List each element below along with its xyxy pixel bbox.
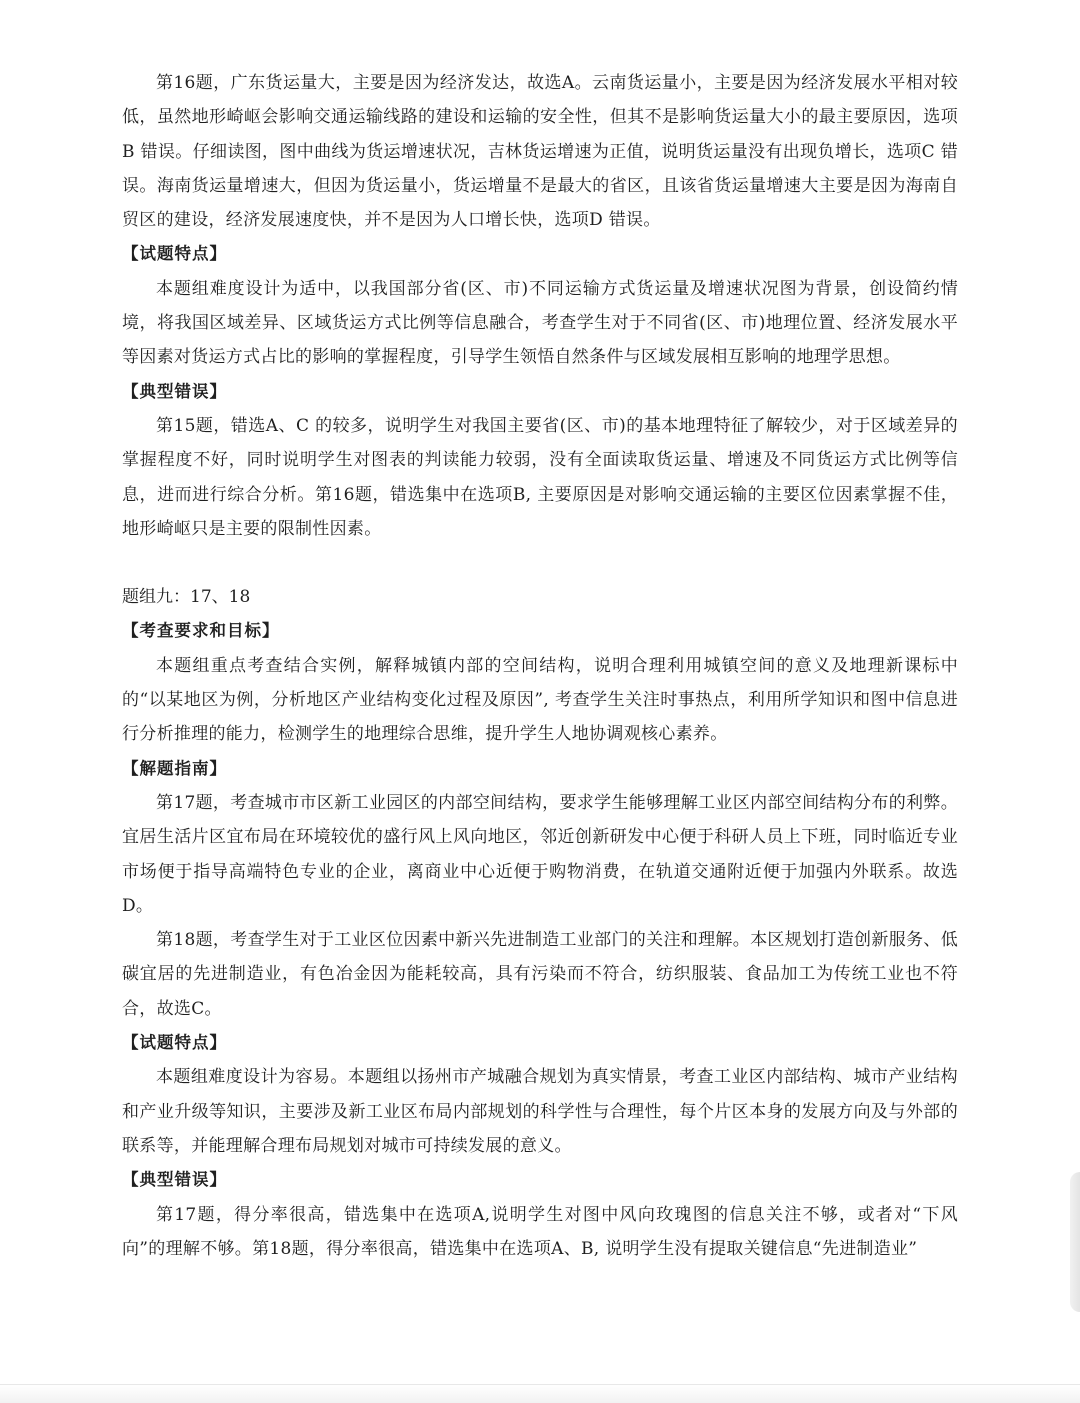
bottom-edge xyxy=(0,1384,1080,1403)
errors-heading-2: 【典型错误】 xyxy=(122,1170,227,1190)
scroll-handle[interactable] xyxy=(1070,1172,1080,1312)
section-gap xyxy=(122,546,958,580)
errors-paragraph-1: 第15题，错选A、C 的较多，说明学生对我国主要省(区、市)的基本地理特征了解较少，对于区域差异的掌握程度不好，同时说明学生对图表的判读能力较弱，没有全面读取货运量、增速及不同货运方式比例等信息，进而进行综合分析。第16题，错选集中在选项B, 主要原因是对影响交通运输的主要区位因素掌握不佳，地形崎岖只是主要的限制性因素。 xyxy=(122,415,958,539)
features-paragraph-1: 本题组难度设计为适中，以我国部分省(区、市)不同运输方式货运量及增速状况图为背景，创设简约情境，将我国区域差异、区域货运方式比例等信息融合，考查学生对于不同省(区、市)地理位置、经济发展水平等因素对货运方式占比的影响的掌握程度，引导学生领悟自然条件与区域发展相互影响的地理学思想。 xyxy=(122,278,958,368)
guide-paragraph-18: 第18题，考查学生对于工业区位因素中新兴先进制造工业部门的关注和理解。本区规划打造创新服务、低碳宜居的先进制造业，有色冶金因为能耗较高，具有污染而不符合，纺织服装、食品加工为传统工业也不符合，故选C。 xyxy=(122,930,958,1019)
goals-heading: 【考查要求和目标】 xyxy=(122,621,280,641)
guide-heading: 【解题指南】 xyxy=(122,758,227,778)
features-heading-2: 【试题特点】 xyxy=(122,1033,227,1053)
errors-paragraph-2: 第17题，得分率很高，错选集中在选项A,说明学生对图中风向玫瑰图的信息关注不够，或者对“下风向”的理解不够。第18题，得分率很高，错选集中在选项A、B, 说明学生没有提取关键信息“先进制造业” xyxy=(122,1204,958,1259)
guide-paragraph-17: 第17题，考查城市市区新工业园区的内部空间结构，要求学生能够理解工业区内部空间结构分布的利弊。宜居生活片区宜布局在环境较优的盛行风上风向地区，邻近创新研发中心便于科研人员上下班，同时临近专业市场便于指导高端特色专业的企业，离商业中心近便于购物消费，在轨道交通附近便于加强内外联系。故选D。 xyxy=(122,792,958,916)
errors-heading-1: 【典型错误】 xyxy=(122,381,227,401)
features-paragraph-2: 本题组难度设计为容易。本题组以扬州市产城融合规划为真实情景，考查工业区内部结构、城市产业结构和产业升级等知识，主要涉及新工业区布局内部规划的科学性与合理性，每个片区本身的发展方向及与外部的联系等，并能理解合理布局规划对城市可持续发展的意义。 xyxy=(122,1067,958,1156)
group-title: 题组九：17、18 xyxy=(122,587,251,608)
features-heading-1: 【试题特点】 xyxy=(122,244,227,264)
q16-explanation: 第16题，广东货运量大，主要是因为经济发达，故选A。云南货运量小，主要是因为经济发展水平相对较低，虽然地形崎岖会影响交通运输线路的建设和运输的安全性，但其不是影响货运量大小的最主要原因，选项B 错误。仔细读图，图中曲线为货运增速状况，吉林货运增速为正值，说明货运量没有出现负增长，选项C 错误。海南货运量增速大，但因为货运量小，货运增量不是最大的省区，且该省货运量增速大主要是因为海南自贸区的建设，经济发展速度快，并不是因为人口增长快，选项D 错误。 xyxy=(122,73,958,231)
goals-paragraph: 本题组重点考查结合实例，解释城镇内部的空间结构，说明合理利用城镇空间的意义及地理新课标中的“以某地区为例，分析地区产业结构变化过程及原因”, 考查学生关注时事热点，利用所学知识和图中信息进行分析推理的能力，检测学生的地理综合思维，提升学生人地协调观核心素养。 xyxy=(122,655,958,745)
